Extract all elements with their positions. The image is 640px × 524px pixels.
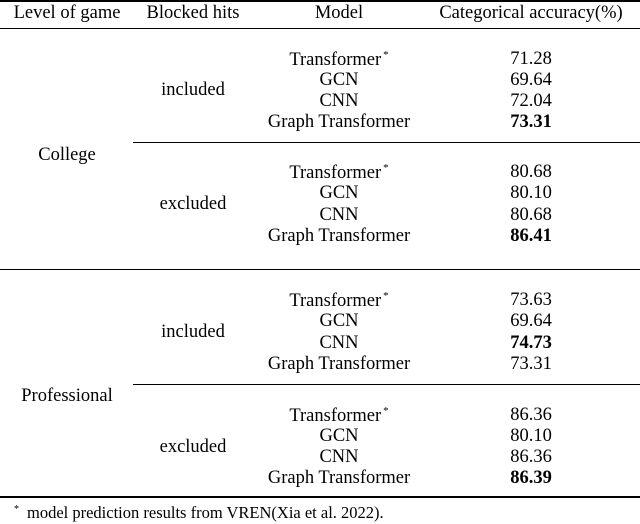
header-level-of-game: Level of game	[13, 3, 121, 23]
model-cell: Transformer *	[289, 49, 389, 70]
model-cell: Graph Transformer	[267, 354, 411, 374]
model-cell: Transformer *	[289, 405, 389, 426]
model-cell: CNN	[319, 205, 359, 225]
blocked-label: excluded	[159, 437, 227, 457]
table-top-rule	[0, 0, 640, 2]
header-blocked-hits: Blocked hits	[146, 3, 240, 23]
accuracy-cell: 73.63	[510, 290, 552, 310]
accuracy-cell: 69.64	[510, 311, 552, 331]
footnote-marker: *	[14, 504, 19, 515]
model-cell: Graph Transformer	[267, 226, 411, 246]
accuracy-cell: 71.28	[510, 49, 552, 69]
accuracy-cell: 69.64	[510, 70, 552, 90]
accuracy-cell: 86.36	[510, 405, 552, 425]
model-cell: Transformer *	[289, 290, 389, 311]
accuracy-cell: 80.68	[510, 205, 552, 225]
table-footnote	[14, 505, 384, 522]
accuracy-cell: 86.36	[510, 447, 552, 467]
model-cell: Transformer *	[289, 162, 389, 183]
accuracy-cell-best: 73.31	[510, 112, 552, 132]
header-categorical-accuracy: Categorical accuracy(%)	[439, 3, 623, 23]
accuracy-cell: 73.31	[510, 354, 552, 374]
accuracy-cell: 80.68	[510, 162, 552, 182]
level-label-college: College	[38, 145, 96, 165]
header-model: Model	[314, 3, 364, 23]
star-marker: *	[383, 162, 389, 174]
model-cell: GCN	[319, 311, 359, 331]
model-cell: Graph Transformer	[267, 468, 411, 488]
model-cell: Graph Transformer	[267, 112, 411, 132]
model-cell: CNN	[319, 447, 359, 467]
accuracy-cell: 72.04	[510, 91, 552, 111]
blocked-label: included	[161, 80, 225, 100]
footnote-text: model prediction results from VREN(Xia et al. 2022).	[27, 503, 384, 522]
accuracy-cell-best: 74.73	[510, 333, 552, 353]
blocked-label: included	[161, 322, 225, 342]
blocked-label: excluded	[159, 194, 227, 214]
star-marker: *	[383, 405, 389, 417]
model-cell: GCN	[319, 70, 359, 90]
model-cell: CNN	[319, 91, 359, 111]
star-marker: *	[383, 49, 389, 61]
group-divider-rule	[0, 269, 640, 270]
accuracy-cell: 80.10	[510, 426, 552, 446]
accuracy-cell: 80.10	[510, 183, 552, 203]
model-cell: GCN	[319, 183, 359, 203]
model-cell: GCN	[319, 426, 359, 446]
professional-subgroup-divider	[133, 384, 640, 385]
header-rule	[0, 28, 640, 29]
accuracy-cell-best: 86.39	[510, 468, 552, 488]
college-subgroup-divider	[133, 142, 640, 143]
star-marker: *	[383, 290, 389, 302]
model-cell: CNN	[319, 333, 359, 353]
accuracy-cell-best: 86.41	[510, 226, 552, 246]
level-label-professional: Professional	[21, 386, 113, 406]
table-bottom-rule	[0, 496, 640, 498]
